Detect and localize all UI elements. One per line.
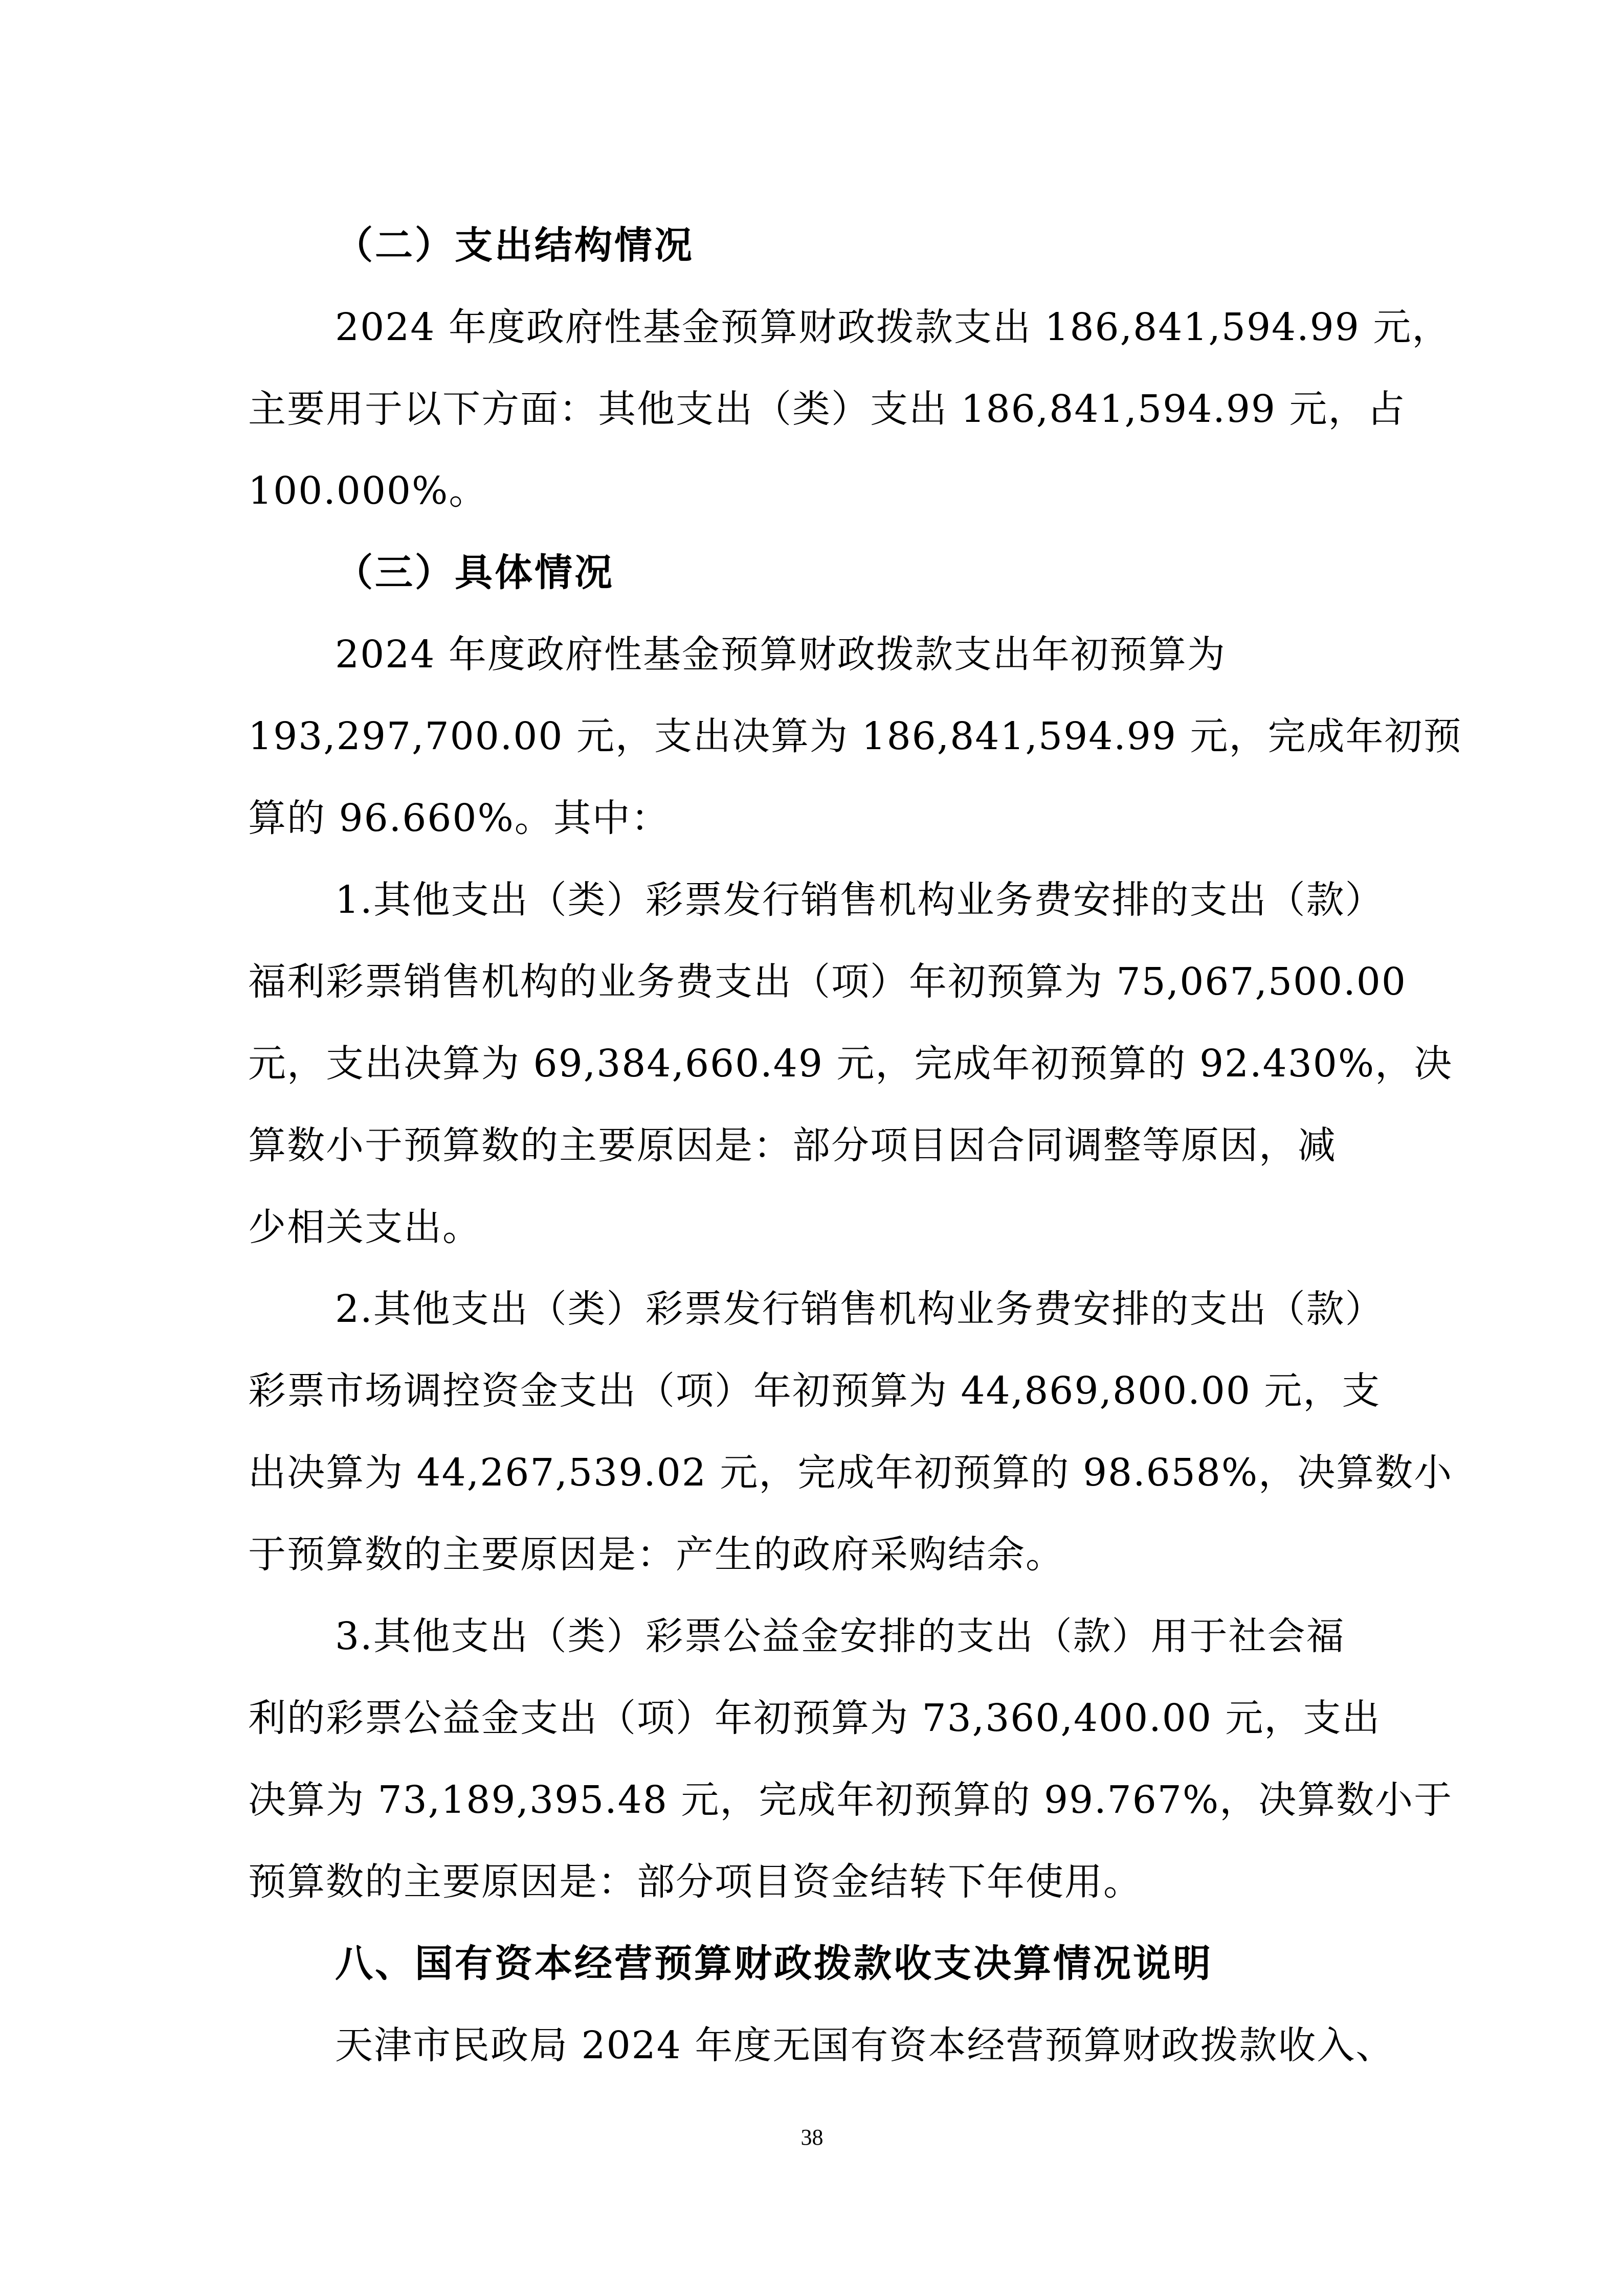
item-1-line: 少相关支出。 [248,1205,481,1249]
page-number: 38 [800,2125,824,2150]
item-1-line: 1.其他支出（类）彩票发行销售机构业务费安排的支出（款） [335,878,1384,922]
section-heading-expenditure-structure: （二）支出结构情况 [335,223,694,267]
item-3-line: 决算为 73,189,395.48 元，完成年初预算的 99.767%，决算数小于 [248,1778,1453,1822]
item-2-line: 彩票市场调控资金支出（项）年初预算为 44,869,800.00 元，支 [248,1369,1381,1413]
item-3-line: 利的彩票公益金支出（项）年初预算为 73,360,400.00 元，支出 [248,1696,1381,1740]
item-1-line: 算数小于预算数的主要原因是：部分项目因合同调整等原因，减 [248,1123,1337,1167]
paragraph-line: 100.000%。 [248,469,488,513]
item-2-line: 于预算数的主要原因是：产生的政府采购结余。 [248,1533,1064,1577]
item-1-line: 福利彩票销售机构的业务费支出（项）年初预算为 75,067,500.00 [248,960,1407,1004]
paragraph-line: 2024 年度政府性基金预算财政拨款支出年初预算为 [335,633,1226,677]
item-1-line: 元，支出决算为 69,384,660.49 元，完成年初预算的 92.430%，决 [248,1042,1453,1086]
item-2-line: 2.其他支出（类）彩票发行销售机构业务费安排的支出（款） [335,1287,1384,1331]
paragraph-line: 天津市民政局 2024 年度无国有资本经营预算财政拨款收入、 [335,2023,1395,2067]
item-2-line: 出决算为 44,267,539.02 元，完成年初预算的 98.658%，决算数小 [248,1451,1453,1495]
paragraph-line: 193,297,700.00 元，支出决算为 186,841,594.99 元，完成年初预 [248,714,1462,758]
paragraph-line: 算的 96.660%。其中： [248,796,670,840]
item-3-line: 预算数的主要原因是：部分项目资金结转下年使用。 [248,1860,1142,1904]
section-heading-specific-situation: （三）具体情况 [335,551,614,595]
section-heading-state-capital-budget: 八、国有资本经营预算财政拨款收支决算情况说明 [335,1942,1213,1986]
item-3-line: 3.其他支出（类）彩票公益金安排的支出（款）用于社会福 [335,1614,1345,1658]
paragraph-line: 主要用于以下方面：其他支出（类）支出 186,841,594.99 元，占 [248,387,1406,431]
paragraph-line: 2024 年度政府性基金预算财政拨款支出 186,841,594.99 元， [335,305,1451,349]
